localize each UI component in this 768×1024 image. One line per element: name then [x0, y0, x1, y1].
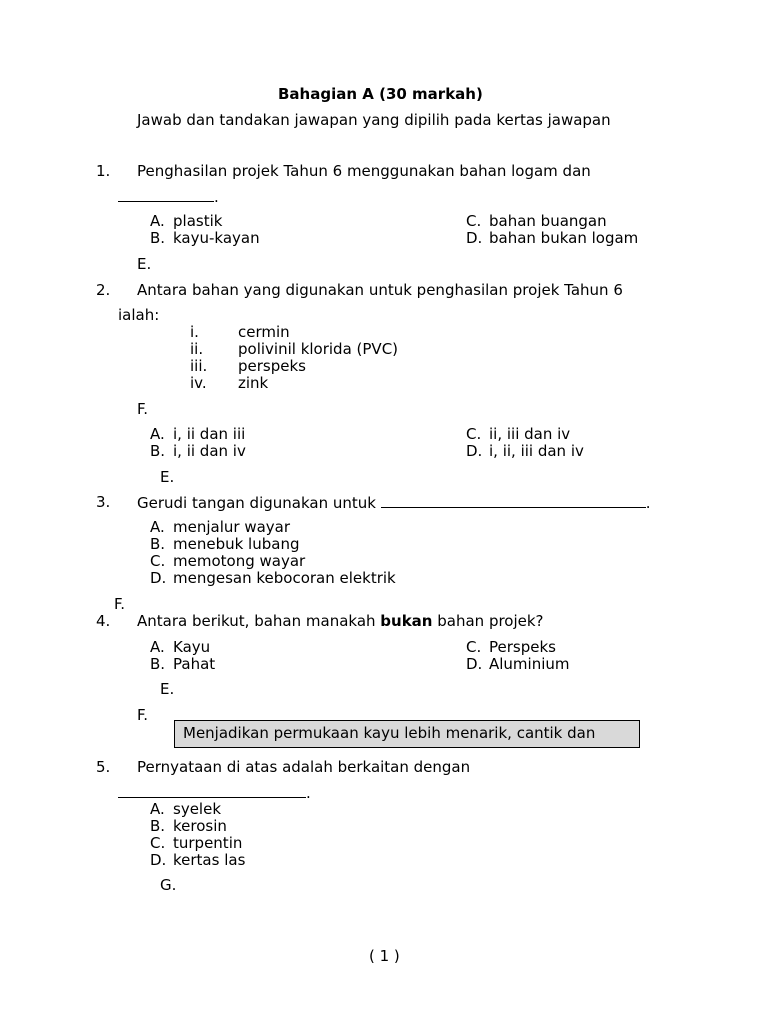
q5-option-b[interactable]: B. kerosin	[150, 817, 227, 835]
q4-text: Antara berikut, bahan manakah bukan bahan projek?	[137, 612, 544, 630]
q5-stray-label: G.	[160, 876, 177, 894]
q4-number: 4.	[96, 612, 111, 630]
q4-emphasis: bukan	[380, 612, 433, 630]
q5-option-a[interactable]: A. syelek	[150, 800, 222, 818]
q2-text: Antara bahan yang digunakan untuk penghasilan projek Tahun 6	[137, 281, 623, 299]
q4-option-a[interactable]: A. Kayu	[150, 638, 211, 656]
q1-option-a[interactable]: A. plastik	[150, 212, 223, 230]
q5-answer-blank: .	[118, 784, 311, 802]
q4-stray-label-e: E.	[160, 680, 175, 698]
q2-text-continued: ialah:	[118, 306, 160, 324]
q2-item-number: iv.	[190, 374, 207, 392]
q5-text: Pernyataan di atas adalah berkaitan dengan	[137, 758, 471, 776]
q5-option-c[interactable]: C. turpentin	[150, 834, 243, 852]
statement-box: Menjadikan permukaan kayu lebih menarik, cantik dan	[174, 720, 640, 748]
q2-option-c[interactable]: C. ii, iii dan iv	[466, 425, 571, 443]
q3-number: 3.	[96, 493, 111, 511]
q2-option-a[interactable]: A. i, ii dan iii	[150, 425, 246, 443]
q3-option-b[interactable]: B. menebuk lubang	[150, 535, 300, 553]
q2-item-number: ii.	[190, 340, 204, 358]
q5-option-d[interactable]: D. kertas las	[150, 851, 246, 869]
q1-option-b[interactable]: B. kayu-kayan	[150, 229, 260, 247]
q3-text: Gerudi tangan digunakan untuk .	[137, 494, 651, 512]
section-title: Bahagian A (30 markah)	[278, 85, 483, 103]
q2-item-text: polivinil klorida (PVC)	[238, 340, 399, 358]
q3-stray-label: F.	[114, 595, 125, 613]
q4-option-d[interactable]: D. Aluminium	[466, 655, 570, 673]
q3-option-c[interactable]: C. memotong wayar	[150, 552, 306, 570]
q1-option-d[interactable]: D. bahan bukan logam	[466, 229, 639, 247]
q2-item-text: zink	[238, 374, 269, 392]
q2-item-text: cermin	[238, 323, 290, 341]
q2-number: 2.	[96, 281, 111, 299]
q5-number: 5.	[96, 758, 111, 776]
q2-stray-label-f: F.	[137, 400, 148, 418]
q1-option-c[interactable]: C. bahan buangan	[466, 212, 607, 230]
q1-answer-blank: .	[118, 188, 219, 206]
q1-text: Penghasilan projek Tahun 6 menggunakan bahan logam dan	[137, 162, 591, 180]
q1-number: 1.	[96, 162, 111, 180]
q4-option-b[interactable]: B. Pahat	[150, 655, 216, 673]
page-number: ( 1 )	[369, 947, 400, 965]
instruction-text: Jawab dan tandakan jawapan yang dipilih pada kertas jawapan	[137, 111, 611, 129]
q2-option-b[interactable]: B. i, ii dan iv	[150, 442, 246, 460]
q3-option-a[interactable]: A. menjalur wayar	[150, 518, 291, 536]
q4-stray-label-f: F.	[137, 706, 148, 724]
q2-item-number: i.	[190, 323, 199, 341]
q2-item-text: perspeks	[238, 357, 306, 375]
q2-stray-label-e: E.	[160, 468, 175, 486]
q4-option-c[interactable]: C. Perspeks	[466, 638, 556, 656]
q2-item-number: iii.	[190, 357, 208, 375]
q1-stray-label: E.	[137, 255, 152, 273]
q2-option-d[interactable]: D. i, ii, iii dan iv	[466, 442, 584, 460]
q3-option-d[interactable]: D. mengesan kebocoran elektrik	[150, 569, 396, 587]
